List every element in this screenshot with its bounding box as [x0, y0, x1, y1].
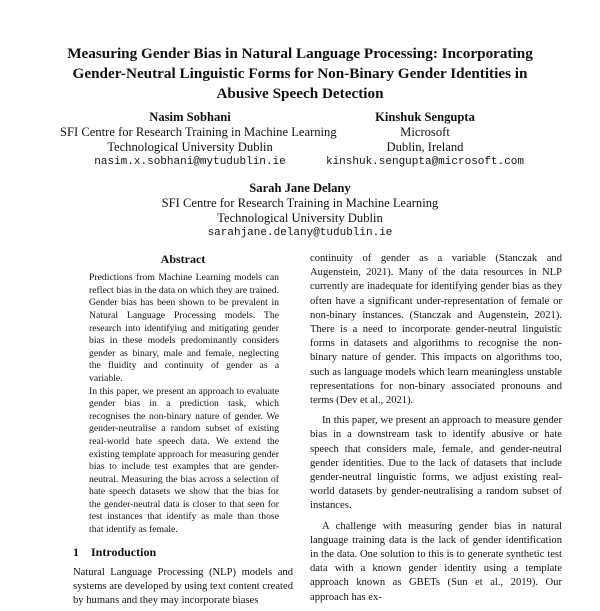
author-name: Sarah Jane Delany — [249, 181, 351, 195]
right-column — [310, 252, 562, 611]
author-affiliation: Dublin, Ireland — [386, 140, 464, 154]
author-email: sarahjane.delany@tudublin.ie — [207, 227, 393, 239]
author-name: Nasim Sobhani — [149, 110, 231, 124]
author-block-3 — [150, 181, 450, 241]
paper-title — [40, 44, 560, 104]
body-paragraph: A challenge with measuring gender bias in natural language training data is the lack of gender identification in the data. One solution to this is to generate synthetic test data with a known gender identity using a template approach known as GBETs (Sun et al., 2019). Our approach has ex- — [310, 520, 562, 603]
author-email: kinshuk.sengupta@microsoft.com — [325, 156, 525, 168]
title-line: Gender-Neutral Linguistic Forms for Non-Binary Gender Identities in — [72, 65, 528, 82]
left-column — [73, 252, 293, 608]
author-email: nasim.x.sobhani@mytudublin.ie — [94, 156, 286, 168]
author-name: Kinshuk Sengupta — [375, 110, 475, 124]
section-title: Introduction — [91, 544, 157, 559]
title-line: Measuring Gender Bias in Natural Language Processing: Incorporating — [67, 45, 533, 62]
abstract-body — [73, 272, 293, 536]
author-affiliation: Microsoft — [400, 125, 450, 139]
author-affiliation: Technological University Dublin — [217, 211, 383, 225]
author-affiliation: SFI Centre for Research Training in Machine Learning — [161, 196, 439, 210]
abstract-paragraph: In this paper, we present an approach to evaluate gender bias in a prediction task, which recognises the non-binary nature of gender. We gender-neutralise a random subset of existing real-world hate speech data. We extend the existing template approach for measuring gender bias to include test examples that are gender-neutral. Measuring the bias across a selection of hate speech datasets we show that the bias for the gender-neutral data is closer to that seen for test instances that identify as male than those that identify as female. — [89, 385, 279, 536]
author-block-1 — [60, 110, 337, 170]
body-paragraph: In this paper, we present an approach to measure gender bias in a downstream task to identify abusive or hate speech that considers male, female, and gender-neutral gender identities. Due to the lack of datasets that include gender-neutral linguistic forms, we adjust existing real-world datasets by gender-neutralising a random subset of instances. — [310, 415, 562, 512]
section-number: 1 — [73, 544, 79, 559]
title-line: Abusive Speech Detection — [216, 85, 384, 102]
body-paragraph: Natural Language Processing (NLP) models and systems are developed by using text content created by humans and they may incorporate biases — [73, 566, 293, 607]
abstract-heading: Abstract — [160, 252, 206, 266]
author-affiliation: SFI Centre for Research Training in Machine Learning — [60, 125, 337, 139]
abstract-paragraph: Predictions from Machine Learning models can reflect bias in the data on which they are trained. Gender bias has been shown to be prevalent in Natural Language Processing models. The research into identifying and mitigating gender bias in these models predominantly considers gender as binary, male and female, neglecting the fluidity and continuity of gender as a variable. — [89, 272, 279, 384]
author-affiliation: Technological University Dublin — [107, 140, 273, 154]
section-heading-introduction — [73, 545, 293, 559]
body-paragraph: continuity of gender as a variable (Stanczak and Augenstein, 2021). Many of the data resources in NLP currently are inadequate for identifying gender bias as they often have a significant under-representation of female or non-binary instances. (Stanczak and Augenstein, 2021). There is a need to incorporate gender-neutral linguistic forms in datasets and algorithms to recognise the non-binary nature of gender. This impacts on algorithms too, such as language models which learn meaningless unstable representations for non-binary associated pronouns and terms (Dev et al., 2021). — [310, 253, 562, 407]
author-block-2 — [300, 110, 550, 170]
